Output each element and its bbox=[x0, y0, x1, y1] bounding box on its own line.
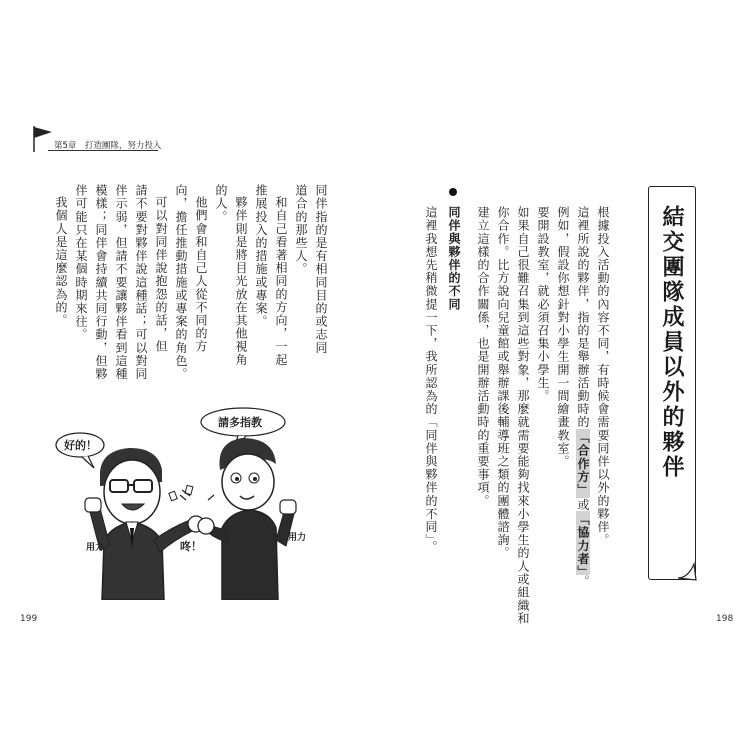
left-paragraph-line: 和自己看著相同的方向，一起 bbox=[274, 196, 288, 367]
page-number-left: 199 bbox=[20, 614, 38, 624]
p2-or: 或 bbox=[576, 498, 590, 512]
highlight-partner: 「合作方」 bbox=[576, 430, 590, 497]
right-paragraph-line: 建立這樣的合作關係，也是開辦活動時的重要事項。 bbox=[476, 206, 490, 508]
left-paragraph-line: 伴示弱，但請不要讓夥伴看到這種 bbox=[114, 184, 128, 381]
right-paragraph-line: 如果自己很難召集到這些對象，那麼就需要能夠找來小學生的人或組織和 bbox=[516, 206, 530, 626]
left-paragraph-line: 的人。 bbox=[214, 184, 228, 224]
sfx-bump: 咚！ bbox=[180, 540, 202, 553]
highlight-collaborator: 「協力者」 bbox=[576, 513, 590, 573]
page-curl-icon bbox=[676, 560, 698, 582]
left-paragraph-line: 伴可能只在某個時期來往。 bbox=[74, 184, 88, 342]
right-paragraph-line: 你合作。比方說向兒童館或舉辦課後輔導班之類的團體諮詢。 bbox=[496, 206, 510, 560]
right-paragraph-line: 這裡我想先稍微提一下，我所認為的「同伴與夥伴的不同」。 bbox=[424, 206, 438, 554]
section-heading: 同伴與夥伴的不同 bbox=[447, 206, 461, 311]
p2-suffix: 。 bbox=[576, 574, 590, 588]
sfx-left: 用力 bbox=[86, 543, 105, 553]
right-paragraph-line bbox=[577, 206, 589, 588]
left-paragraph-line: 推展投入的措施或專案。 bbox=[254, 184, 268, 329]
right-paragraph-line: 例如，假設你想針對小學生開一間繪畫教室。 bbox=[556, 206, 570, 468]
section-title: 結交團隊成員以外的夥伴 bbox=[659, 205, 684, 480]
right-man-shirt bbox=[222, 510, 278, 600]
right-paragraph-line: 根據投入活動的內容不同，有時候會需要同伴以外的夥伴。 bbox=[596, 206, 610, 547]
left-paragraph-line: 請不要對夥伴說這種話；可以對同 bbox=[134, 184, 148, 381]
p2-prefix: 這裡所說的夥伴，指的是舉辦活動時的 bbox=[576, 206, 590, 429]
sfx-right: 用力 bbox=[288, 533, 307, 543]
bubble-left-text: 好的！ bbox=[64, 439, 97, 452]
bullet-icon bbox=[449, 188, 457, 196]
left-paragraph-line: 他們會和自己人從不同的方 bbox=[194, 196, 208, 354]
fist-bump-illustration bbox=[30, 400, 330, 600]
left-paragraph-line: 可以對同伴說抱怨的話，但 bbox=[154, 196, 168, 354]
left-paragraph-line: 夥伴則是將目光放在其他視角 bbox=[234, 196, 248, 367]
left-paragraph-line: 模樣；同伴會持續共同行動，但夥 bbox=[94, 184, 108, 381]
left-paragraph-line: 道合的那些人。 bbox=[294, 184, 308, 276]
bubble-right-text: 請多指教 bbox=[218, 416, 262, 429]
left-paragraph-line: 同伴指的是有相同目的或志同 bbox=[314, 184, 328, 355]
left-paragraph-line: 我個人是這麼認為的。 bbox=[54, 196, 68, 327]
left-paragraph-line: 向，擔任推動措施或專案的角色。 bbox=[174, 184, 188, 381]
chapter-header: 第5章 打造團隊，努力投入 bbox=[54, 141, 162, 151]
page-number-right: 198 bbox=[716, 614, 734, 624]
right-paragraph-line: 要開設教室，就必須召集小學生。 bbox=[536, 206, 550, 403]
